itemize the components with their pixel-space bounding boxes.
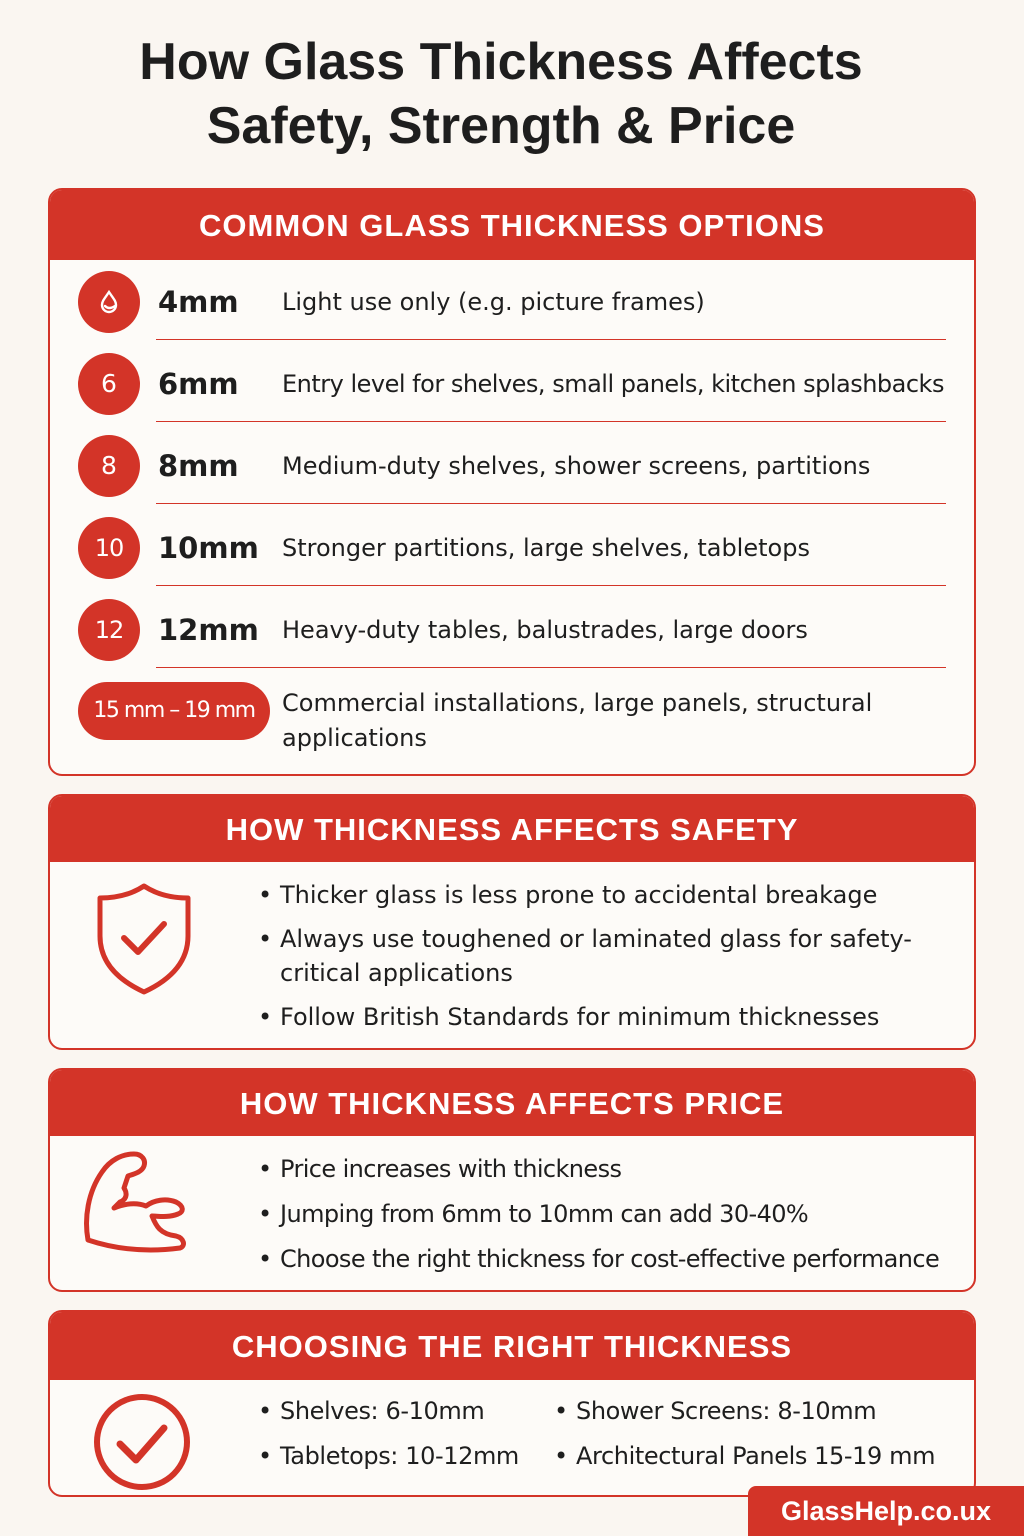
thickness-range-badge: 15 mm – 19 mm xyxy=(78,682,270,740)
row-divider xyxy=(156,339,946,340)
thickness-size: 6mm xyxy=(158,367,239,401)
choosing-heading: CHOOSING THE RIGHT THICKNESS xyxy=(50,1312,974,1380)
thickness-row-10mm xyxy=(50,506,976,586)
price-bullet: • Price increases with thickness xyxy=(258,1152,976,1186)
glass-drop-icon xyxy=(96,289,122,315)
choosing-item: • Shower Screens: 8-10mm xyxy=(554,1394,935,1428)
thickness-size: 10mm xyxy=(158,531,259,565)
site-url[interactable]: GlassHelp.co.ux xyxy=(748,1486,1024,1536)
row-divider xyxy=(156,503,946,504)
page-title xyxy=(0,30,1002,158)
thickness-row-4mm xyxy=(50,260,976,340)
price-heading: HOW THICKNESS AFFECTS PRICE xyxy=(50,1070,974,1136)
safety-bullet: • Always use toughened or laminated glass for safety-critical applications xyxy=(258,922,948,990)
thickness-options-heading: COMMON GLASS THICKNESS OPTIONS xyxy=(50,190,974,260)
choosing-item: • Tabletops: 10-12mm xyxy=(258,1439,519,1473)
thickness-badge: 10 xyxy=(78,517,140,579)
check-circle-icon xyxy=(92,1392,192,1492)
safety-panel xyxy=(48,794,976,1050)
row-divider xyxy=(156,585,946,586)
title-line-1: How Glass Thickness Affects xyxy=(139,33,863,91)
safety-heading: HOW THICKNESS AFFECTS SAFETY xyxy=(50,796,974,862)
thickness-range-description: Commercial installations, large panels, structural applications xyxy=(282,689,873,752)
title-line-2: Safety, Strength & Price xyxy=(206,97,796,155)
flexed-arm-icon xyxy=(80,1146,194,1264)
row-divider xyxy=(156,667,946,668)
thickness-options-panel xyxy=(48,188,976,776)
thickness-size: 4mm xyxy=(158,285,239,319)
thickness-badge: 6 xyxy=(78,353,140,415)
shield-check-icon xyxy=(94,880,194,998)
row-divider xyxy=(156,421,946,422)
safety-bullets xyxy=(258,878,948,1044)
thickness-badge: 12 xyxy=(78,599,140,661)
thickness-description: Stronger partitions, large shelves, tabletops xyxy=(282,534,810,562)
safety-bullet: • Thicker glass is less prone to accidental breakage xyxy=(258,878,948,912)
safety-bullet: • Follow British Standards for minimum thicknesses xyxy=(258,1000,948,1034)
choosing-column-left xyxy=(258,1394,519,1484)
thickness-size: 12mm xyxy=(158,613,259,647)
choosing-item: • Architectural Panels 15-19 mm xyxy=(554,1439,935,1473)
thickness-size: 8mm xyxy=(158,449,239,483)
thickness-description: Entry level for shelves, small panels, kitchen splashbacks xyxy=(282,370,944,398)
thickness-description: Heavy-duty tables, balustrades, large doors xyxy=(282,616,808,644)
price-bullet: • Jumping from 6mm to 10mm can add 30-40% xyxy=(258,1197,976,1231)
price-bullets xyxy=(258,1152,976,1287)
thickness-description: Medium-duty shelves, shower screens, partitions xyxy=(282,452,871,480)
choosing-item: • Shelves: 6-10mm xyxy=(258,1394,519,1428)
thickness-badge xyxy=(78,271,140,333)
choosing-panel xyxy=(48,1310,976,1497)
price-panel xyxy=(48,1068,976,1292)
thickness-row-6mm xyxy=(50,342,976,422)
thickness-row-12mm xyxy=(50,588,976,668)
thickness-row-8mm xyxy=(50,424,976,504)
price-bullet: • Choose the right thickness for cost-effective performance xyxy=(258,1242,976,1276)
thickness-description: Light use only (e.g. picture frames) xyxy=(282,288,705,316)
thickness-badge: 8 xyxy=(78,435,140,497)
choosing-column-right xyxy=(554,1394,935,1484)
